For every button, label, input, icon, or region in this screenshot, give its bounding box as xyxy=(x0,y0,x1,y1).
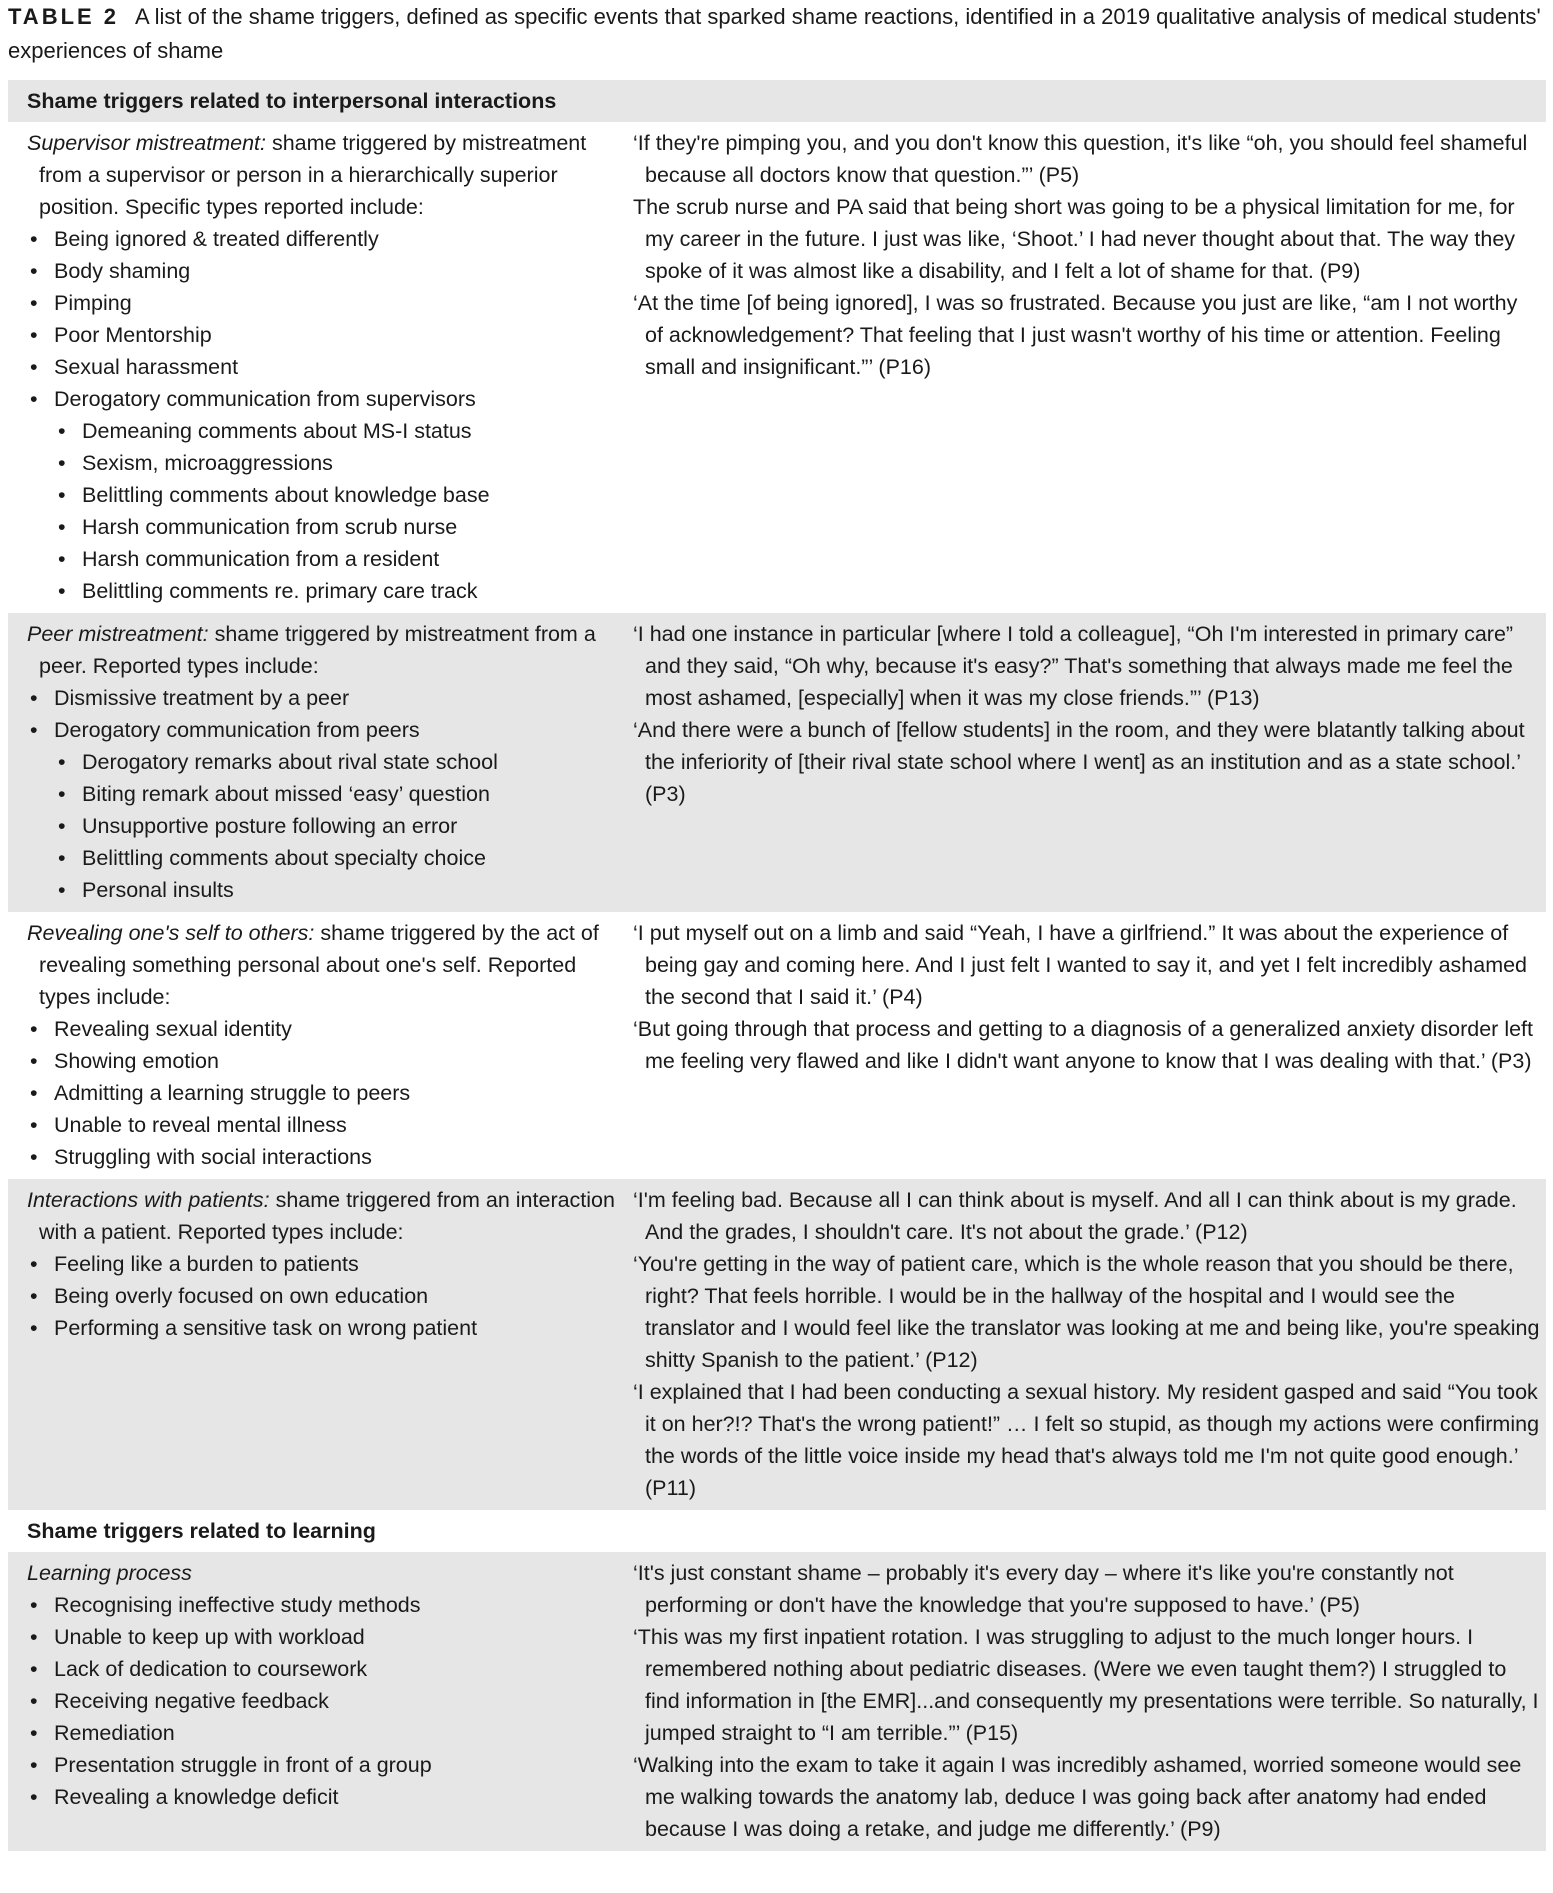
trigger-type-text: Presentation struggle in front of a group xyxy=(54,1753,432,1777)
trigger-type-item xyxy=(27,383,633,415)
quotes-cell xyxy=(633,127,1546,607)
trigger-type-text: Being ignored & treated differently xyxy=(54,227,379,251)
caption-text: A list of the shame triggers, defined as specific events that sparked shame reactions, identified in a 2019 qualitative analysis of medical students' experiences of shame xyxy=(8,4,1541,63)
quotes-cell xyxy=(633,1557,1546,1845)
trigger-type-text: Pimping xyxy=(54,291,132,315)
bullet-icon: • xyxy=(30,1593,38,1617)
table-row xyxy=(8,1179,1546,1510)
table-row xyxy=(8,613,1546,912)
bullet-icon: • xyxy=(30,1689,38,1713)
trigger-cell xyxy=(8,618,633,906)
trigger-type-item xyxy=(27,1621,633,1653)
trigger-type-item xyxy=(27,1653,633,1685)
trigger-cell xyxy=(8,1557,633,1845)
bullet-icon: • xyxy=(30,1657,38,1681)
trigger-type-text: Feeling like a burden to patients xyxy=(54,1252,359,1276)
trigger-label: Revealing one's self to others: xyxy=(27,921,315,945)
participant-quote: ‘But going through that process and getting to a diagnosis of a generalized anxiety disorder left me feeling very flawed and like I didn't want anyone to know that I was dealing with that.’ (P3) xyxy=(633,1017,1533,1073)
trigger-type-text: Performing a sensitive task on wrong patient xyxy=(54,1316,478,1340)
table-row xyxy=(8,1552,1546,1851)
participant-quote: ‘I explained that I had been conducting a sexual history. My resident gasped and said “You took it on her?!? That's the wrong patient!” … I felt so stupid, as though my actions were confirming the words of the little voice inside my head that's always told me I'm not quite good enough.’ (P11) xyxy=(633,1380,1540,1500)
trigger-description xyxy=(27,917,633,1013)
trigger-type-text: Derogatory communication from supervisors xyxy=(54,387,476,411)
trigger-type-text: Being overly focused on own education xyxy=(54,1284,429,1308)
trigger-type-item xyxy=(27,746,633,778)
trigger-type-text: Derogatory communication from peers xyxy=(54,718,420,742)
trigger-type-text: Derogatory remarks about rival state school xyxy=(82,750,498,774)
trigger-type-item xyxy=(27,1141,633,1173)
trigger-type-text: Demeaning comments about MS-I status xyxy=(82,419,472,443)
participant-quote: ‘At the time [of being ignored], I was so frustrated. Because you just are like, “am I not worthy of acknowledgement? That feeling that I just wasn't worthy of his time or attention. Feeling small and insignificant.”’ (P16) xyxy=(633,291,1518,379)
bullet-icon: • xyxy=(30,227,38,251)
trigger-type-item xyxy=(27,351,633,383)
bullet-icon: • xyxy=(58,750,66,774)
quotes-cell xyxy=(633,1184,1546,1504)
bullet-icon: • xyxy=(58,878,66,902)
trigger-type-item xyxy=(27,714,633,746)
trigger-description xyxy=(27,618,633,682)
bullet-icon: • xyxy=(58,814,66,838)
trigger-type-text: Showing emotion xyxy=(54,1049,219,1073)
section-header: Shame triggers related to interpersonal interactions xyxy=(8,80,1546,122)
bullet-icon: • xyxy=(30,1113,38,1137)
trigger-type-text: Harsh communication from scrub nurse xyxy=(82,515,458,539)
participant-quote: ‘If they're pimping you, and you don't know this question, it's like “oh, you should feel shameful because all doctors know that question.”’ (P5) xyxy=(633,131,1528,187)
trigger-type-item xyxy=(27,319,633,351)
trigger-type-item xyxy=(27,479,633,511)
trigger-label: Learning process xyxy=(27,1561,192,1585)
participant-quote: The scrub nurse and PA said that being short was going to be a physical limitation for me, for my career in the future. I just was like, ‘Shoot.’ I had never thought about that. The way they spoke of it was almost like a disability, and I felt a lot of shame for that. (P9) xyxy=(633,195,1516,283)
trigger-description xyxy=(27,1557,633,1589)
table-caption xyxy=(8,0,1548,68)
bullet-icon: • xyxy=(30,323,38,347)
trigger-description xyxy=(27,127,633,223)
bullet-icon: • xyxy=(30,1081,38,1105)
trigger-definition: shame triggered from an interaction with a patient. Reported types include: xyxy=(39,1188,615,1244)
bullet-icon: • xyxy=(30,387,38,411)
trigger-type-text: Belittling comments about knowledge base xyxy=(82,483,490,507)
bullet-icon: • xyxy=(30,1753,38,1777)
table-row xyxy=(8,122,1546,613)
shame-triggers-table xyxy=(8,80,1546,1851)
trigger-type-item xyxy=(27,1589,633,1621)
bullet-icon: • xyxy=(30,718,38,742)
quotes-cell xyxy=(633,917,1546,1173)
trigger-type-text: Unsupportive posture following an error xyxy=(82,814,458,838)
trigger-type-item xyxy=(27,1077,633,1109)
trigger-label: Supervisor mistreatment: xyxy=(27,131,266,155)
participant-quote: ‘I put myself out on a limb and said “Yeah, I have a girlfriend.” It was about the experience of being gay and coming here. And I just felt I wanted to say it, and yet I felt incredibly ashamed the second that I said it.’ (P4) xyxy=(633,921,1528,1009)
trigger-definition: shame triggered by mistreatment from a peer. Reported types include: xyxy=(39,622,596,678)
bullet-icon: • xyxy=(58,419,66,443)
trigger-label: Peer mistreatment: xyxy=(27,622,209,646)
trigger-type-item xyxy=(27,1248,633,1280)
trigger-type-text: Revealing sexual identity xyxy=(54,1017,292,1041)
trigger-type-text: Biting remark about missed ‘easy’ question xyxy=(82,782,490,806)
participant-quote: ‘This was my first inpatient rotation. I was struggling to adjust to the much longer hours. I remembered nothing about pediatric diseases. (Were we even taught them?) I struggled to find information in [the EMR]...and consequently my presentations were terrible. So naturally, I jumped straight to “I am terrible.”’ (P15) xyxy=(633,1625,1539,1745)
participant-quote: ‘I'm feeling bad. Because all I can think about is myself. And all I can think about is my grade. And the grades, I shouldn't care. It's not about the grade.’ (P12) xyxy=(633,1188,1517,1244)
trigger-type-item xyxy=(27,1685,633,1717)
section-header: Shame triggers related to learning xyxy=(27,1519,376,1543)
trigger-type-item xyxy=(27,287,633,319)
table-row xyxy=(8,912,1546,1179)
bullet-icon: • xyxy=(58,782,66,806)
bullet-icon: • xyxy=(30,1252,38,1276)
trigger-type-text: Struggling with social interactions xyxy=(54,1145,372,1169)
trigger-type-text: Revealing a knowledge deficit xyxy=(54,1785,339,1809)
trigger-type-text: Admitting a learning struggle to peers xyxy=(54,1081,411,1105)
bullet-icon: • xyxy=(58,846,66,870)
bullet-icon: • xyxy=(30,1785,38,1809)
trigger-cell xyxy=(8,917,633,1173)
trigger-type-text: Sexism, microaggressions xyxy=(82,451,333,475)
trigger-type-item xyxy=(27,511,633,543)
trigger-type-item xyxy=(27,415,633,447)
trigger-type-item xyxy=(27,810,633,842)
trigger-type-text: Belittling comments about specialty choice xyxy=(82,846,486,870)
participant-quote: ‘You're getting in the way of patient care, which is the whole reason that you should be there, right? That feels horrible. I would be in the hallway of the hospital and I would see the translator and I would feel like the translator was looking at me and being like, you're speaking shitty Spanish to the patient.’ (P12) xyxy=(633,1252,1540,1372)
bullet-icon: • xyxy=(30,355,38,379)
trigger-type-item xyxy=(27,1045,633,1077)
trigger-type-text: Dismissive treatment by a peer xyxy=(54,686,350,710)
trigger-type-text: Personal insults xyxy=(82,878,234,902)
trigger-type-item xyxy=(27,1749,633,1781)
trigger-cell xyxy=(8,127,633,607)
trigger-type-item xyxy=(27,255,633,287)
trigger-description xyxy=(27,1184,633,1248)
trigger-type-item xyxy=(27,1109,633,1141)
trigger-type-text: Unable to reveal mental illness xyxy=(54,1113,347,1137)
participant-quote: ‘And there were a bunch of [fellow students] in the room, and they were blatantly talking about the inferiority of [their rival state school where I went] as an institution and as a state school.’ (P3) xyxy=(633,718,1525,806)
bullet-icon: • xyxy=(30,259,38,283)
trigger-type-text: Belittling comments re. primary care track xyxy=(82,579,478,603)
table-label: TABLE 2 xyxy=(8,4,120,29)
trigger-type-item xyxy=(27,447,633,479)
trigger-type-text: Body shaming xyxy=(54,259,191,283)
trigger-type-text: Recognising ineffective study methods xyxy=(54,1593,421,1617)
trigger-type-text: Harsh communication from a resident xyxy=(82,547,440,571)
bullet-icon: • xyxy=(58,579,66,603)
trigger-definition: shame triggered by mistreatment from a supervisor or person in a hierarchically superior position. Specific types reported include: xyxy=(39,131,587,219)
trigger-cell xyxy=(8,1184,633,1504)
trigger-type-item xyxy=(27,874,633,906)
bullet-icon: • xyxy=(58,547,66,571)
bullet-icon: • xyxy=(30,1721,38,1745)
bullet-icon: • xyxy=(58,515,66,539)
trigger-type-item xyxy=(27,1280,633,1312)
trigger-type-item xyxy=(27,1013,633,1045)
bullet-icon: • xyxy=(30,1316,38,1340)
trigger-label: Interactions with patients: xyxy=(27,1188,270,1212)
trigger-type-item xyxy=(27,223,633,255)
trigger-type-text: Unable to keep up with workload xyxy=(54,1625,365,1649)
trigger-type-item xyxy=(27,682,633,714)
bullet-icon: • xyxy=(30,1049,38,1073)
bullet-icon: • xyxy=(30,1625,38,1649)
bullet-icon: • xyxy=(30,1017,38,1041)
trigger-type-item xyxy=(27,1781,633,1813)
trigger-type-item xyxy=(27,1717,633,1749)
trigger-type-text: Remediation xyxy=(54,1721,175,1745)
trigger-type-item xyxy=(27,543,633,575)
trigger-definition: shame triggered by the act of revealing something personal about one's self. Reported types include: xyxy=(39,921,599,1009)
bullet-icon: • xyxy=(58,483,66,507)
trigger-type-item xyxy=(27,575,633,607)
participant-quote: ‘It's just constant shame – probably it's every day – where it's like you're constantly not performing or don't have the knowledge that you're supposed to have.’ (P5) xyxy=(633,1561,1454,1617)
participant-quote: ‘I had one instance in particular [where I told a colleague], “Oh I'm interested in primary care” and they said, “Oh why, because it's easy?” That's something that always made me feel the most ashamed, [especially] when it was my close friends.”’ (P13) xyxy=(633,622,1514,710)
bullet-icon: • xyxy=(30,291,38,315)
bullet-icon: • xyxy=(58,451,66,475)
quotes-cell xyxy=(633,618,1546,906)
bullet-icon: • xyxy=(30,1145,38,1169)
trigger-type-text: Receiving negative feedback xyxy=(54,1689,329,1713)
trigger-type-item xyxy=(27,1312,633,1344)
bullet-icon: • xyxy=(30,1284,38,1308)
trigger-type-item xyxy=(27,842,633,874)
participant-quote: ‘Walking into the exam to take it again I was incredibly ashamed, worried someone would see me walking towards the anatomy lab, deduce I was going back after anatomy had ended because I was doing a retake, and judge me differently.’ (P9) xyxy=(633,1753,1522,1841)
trigger-type-item xyxy=(27,778,633,810)
bullet-icon: • xyxy=(30,686,38,710)
trigger-type-text: Sexual harassment xyxy=(54,355,239,379)
trigger-type-text: Lack of dedication to coursework xyxy=(54,1657,368,1681)
trigger-type-text: Poor Mentorship xyxy=(54,323,212,347)
